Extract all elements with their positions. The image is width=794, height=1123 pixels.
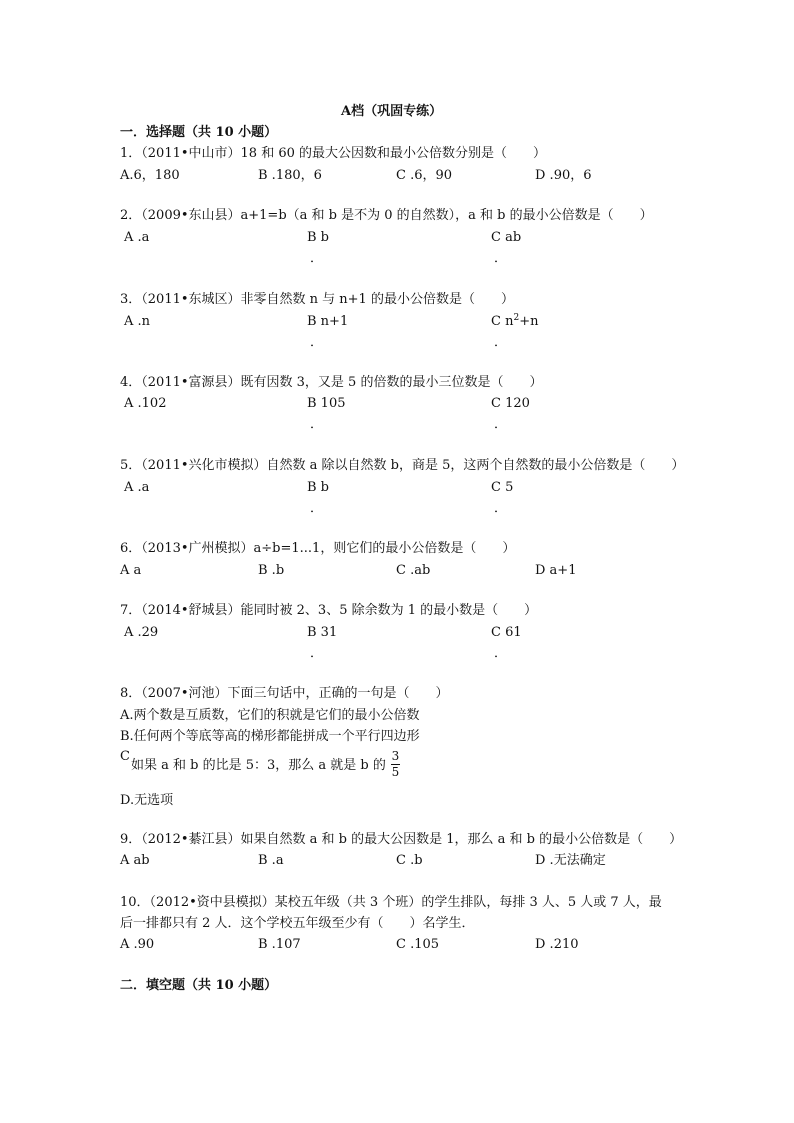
question-5-option-a: A .a bbox=[124, 480, 150, 495]
question-3-option-a: A .n bbox=[124, 314, 151, 329]
question-2-stem: 2．（2009•东山县）a+1=b（a 和 b 是不为 0 的自然数），a 和 b 的最小公倍数是（ ） bbox=[120, 208, 653, 223]
question-2-option-c: C ab bbox=[491, 230, 522, 245]
question-8-option-a: A.两个数是互质数，它们的积就是它们的最小公倍数 bbox=[120, 708, 420, 723]
question-10-option-d: D .210 bbox=[535, 937, 579, 952]
question-5-dot-b: ． bbox=[310, 501, 324, 516]
question-9-option-b: B .a bbox=[258, 853, 284, 868]
question-3-stem: 3．（2011•东城区）非零自然数 n 与 n+1 的最小公倍数是（ ） bbox=[120, 292, 514, 307]
fraction-denominator: 5 bbox=[391, 765, 400, 779]
question-4-stem: 4．（2011•富源县）既有因数 3，又是 5 的倍数的最小三位数是（ ） bbox=[120, 375, 543, 390]
question-5-option-b: B b bbox=[307, 480, 330, 495]
question-3-option-c-tail: +n bbox=[519, 314, 539, 329]
question-10-option-c: C .105 bbox=[396, 937, 440, 952]
question-1-option-a: A.6，180 bbox=[120, 168, 180, 183]
question-3-dot-c: ． bbox=[494, 335, 508, 350]
question-2-dot-c: ． bbox=[494, 251, 508, 266]
question-8-stem: 8．（2007•河池）下面三句话中，正确的一句是（ ） bbox=[120, 686, 449, 701]
question-2-option-a: A .a bbox=[124, 230, 150, 245]
page-title: A档（巩固专练） bbox=[341, 104, 443, 119]
question-4-option-b: B 105 bbox=[307, 396, 346, 411]
question-6-option-a: A a bbox=[120, 563, 142, 578]
question-8-option-c-text: 如果 a 和 b 的比是 5：3，那么 a 就是 b 的 bbox=[131, 758, 386, 773]
question-2-dot-b: ． bbox=[310, 251, 324, 266]
question-7-dot-c: ． bbox=[494, 646, 508, 661]
question-3-dot-b: ． bbox=[310, 335, 324, 350]
question-8-option-b: B.任何两个等底等高的梯形都能拼成一个平行四边形 bbox=[120, 729, 420, 744]
section-heading-fill: 二．填空题（共 10 小题） bbox=[120, 978, 278, 993]
question-5-dot-c: ． bbox=[494, 501, 508, 516]
question-3-option-c-exponent: 2 bbox=[513, 313, 520, 323]
question-7-option-c: C 61 bbox=[491, 625, 522, 640]
question-6-stem: 6．（2013•广州模拟）a÷b=1...1，则它们的最小公倍数是（ ） bbox=[120, 541, 516, 556]
question-4-option-a: A .102 bbox=[124, 396, 167, 411]
question-6-option-b: B .b bbox=[258, 563, 285, 578]
question-9-option-d: D .无法确定 bbox=[535, 853, 606, 868]
question-4-option-c: C 120 bbox=[491, 396, 530, 411]
question-7-dot-b: ． bbox=[310, 646, 324, 661]
question-9-option-a: A ab bbox=[120, 853, 150, 868]
question-4-dot-b: ． bbox=[310, 417, 324, 432]
question-1-option-c: C .6，90 bbox=[396, 168, 453, 183]
question-7-option-a: A .29 bbox=[124, 625, 159, 640]
question-6-option-d: D a+1 bbox=[535, 563, 577, 578]
question-5-option-c: C 5 bbox=[491, 480, 514, 495]
question-10-stem-line-1: 10．（2012•资中县模拟）某校五年级（共 3 个班）的学生排队，每排 3 人、5 人或 7 人，最 bbox=[120, 895, 662, 910]
question-1-option-d: D .90，6 bbox=[535, 168, 592, 183]
question-8-option-c-label: C bbox=[120, 749, 130, 764]
question-7-stem: 7．（2014•舒城县）能同时被 2、3、5 除余数为 1 的最小数是（ ） bbox=[120, 603, 538, 618]
question-8-option-d: D.无选项 bbox=[120, 793, 174, 808]
fraction-numerator: 3 bbox=[391, 749, 400, 763]
question-9-option-c: C .b bbox=[396, 853, 423, 868]
question-8-fraction bbox=[391, 750, 400, 779]
question-6-option-c: C .ab bbox=[396, 563, 431, 578]
question-5-stem: 5．（2011•兴化市模拟）自然数 a 除以自然数 b，商是 5，这两个自然数的最小公倍数是（ ） bbox=[120, 458, 685, 473]
question-3-option-b: B n+1 bbox=[307, 314, 349, 329]
question-4-dot-c: ． bbox=[494, 417, 508, 432]
question-7-option-b: B 31 bbox=[307, 625, 338, 640]
question-2-option-b: B b bbox=[307, 230, 330, 245]
question-3-option-c-base: C n bbox=[491, 314, 514, 329]
question-1-option-b: B .180，6 bbox=[258, 168, 322, 183]
question-10-option-b: B .107 bbox=[258, 937, 301, 952]
question-9-stem: 9．（2012•綦江县）如果自然数 a 和 b 的最大公因数是 1，那么 a 和 b 的最小公倍数是（ ） bbox=[120, 832, 683, 847]
section-heading-choice: 一．选择题（共 10 小题） bbox=[120, 125, 278, 140]
question-10-option-a: A .90 bbox=[120, 937, 155, 952]
question-1-stem: 1．（2011•中山市）18 和 60 的最大公因数和最小公倍数分别是（ ） bbox=[120, 146, 547, 161]
question-3-option-c bbox=[491, 314, 538, 330]
question-10-stem-line-2: 后一排都只有 2 人．这个学校五年级至少有（ ）名学生． bbox=[120, 916, 475, 931]
